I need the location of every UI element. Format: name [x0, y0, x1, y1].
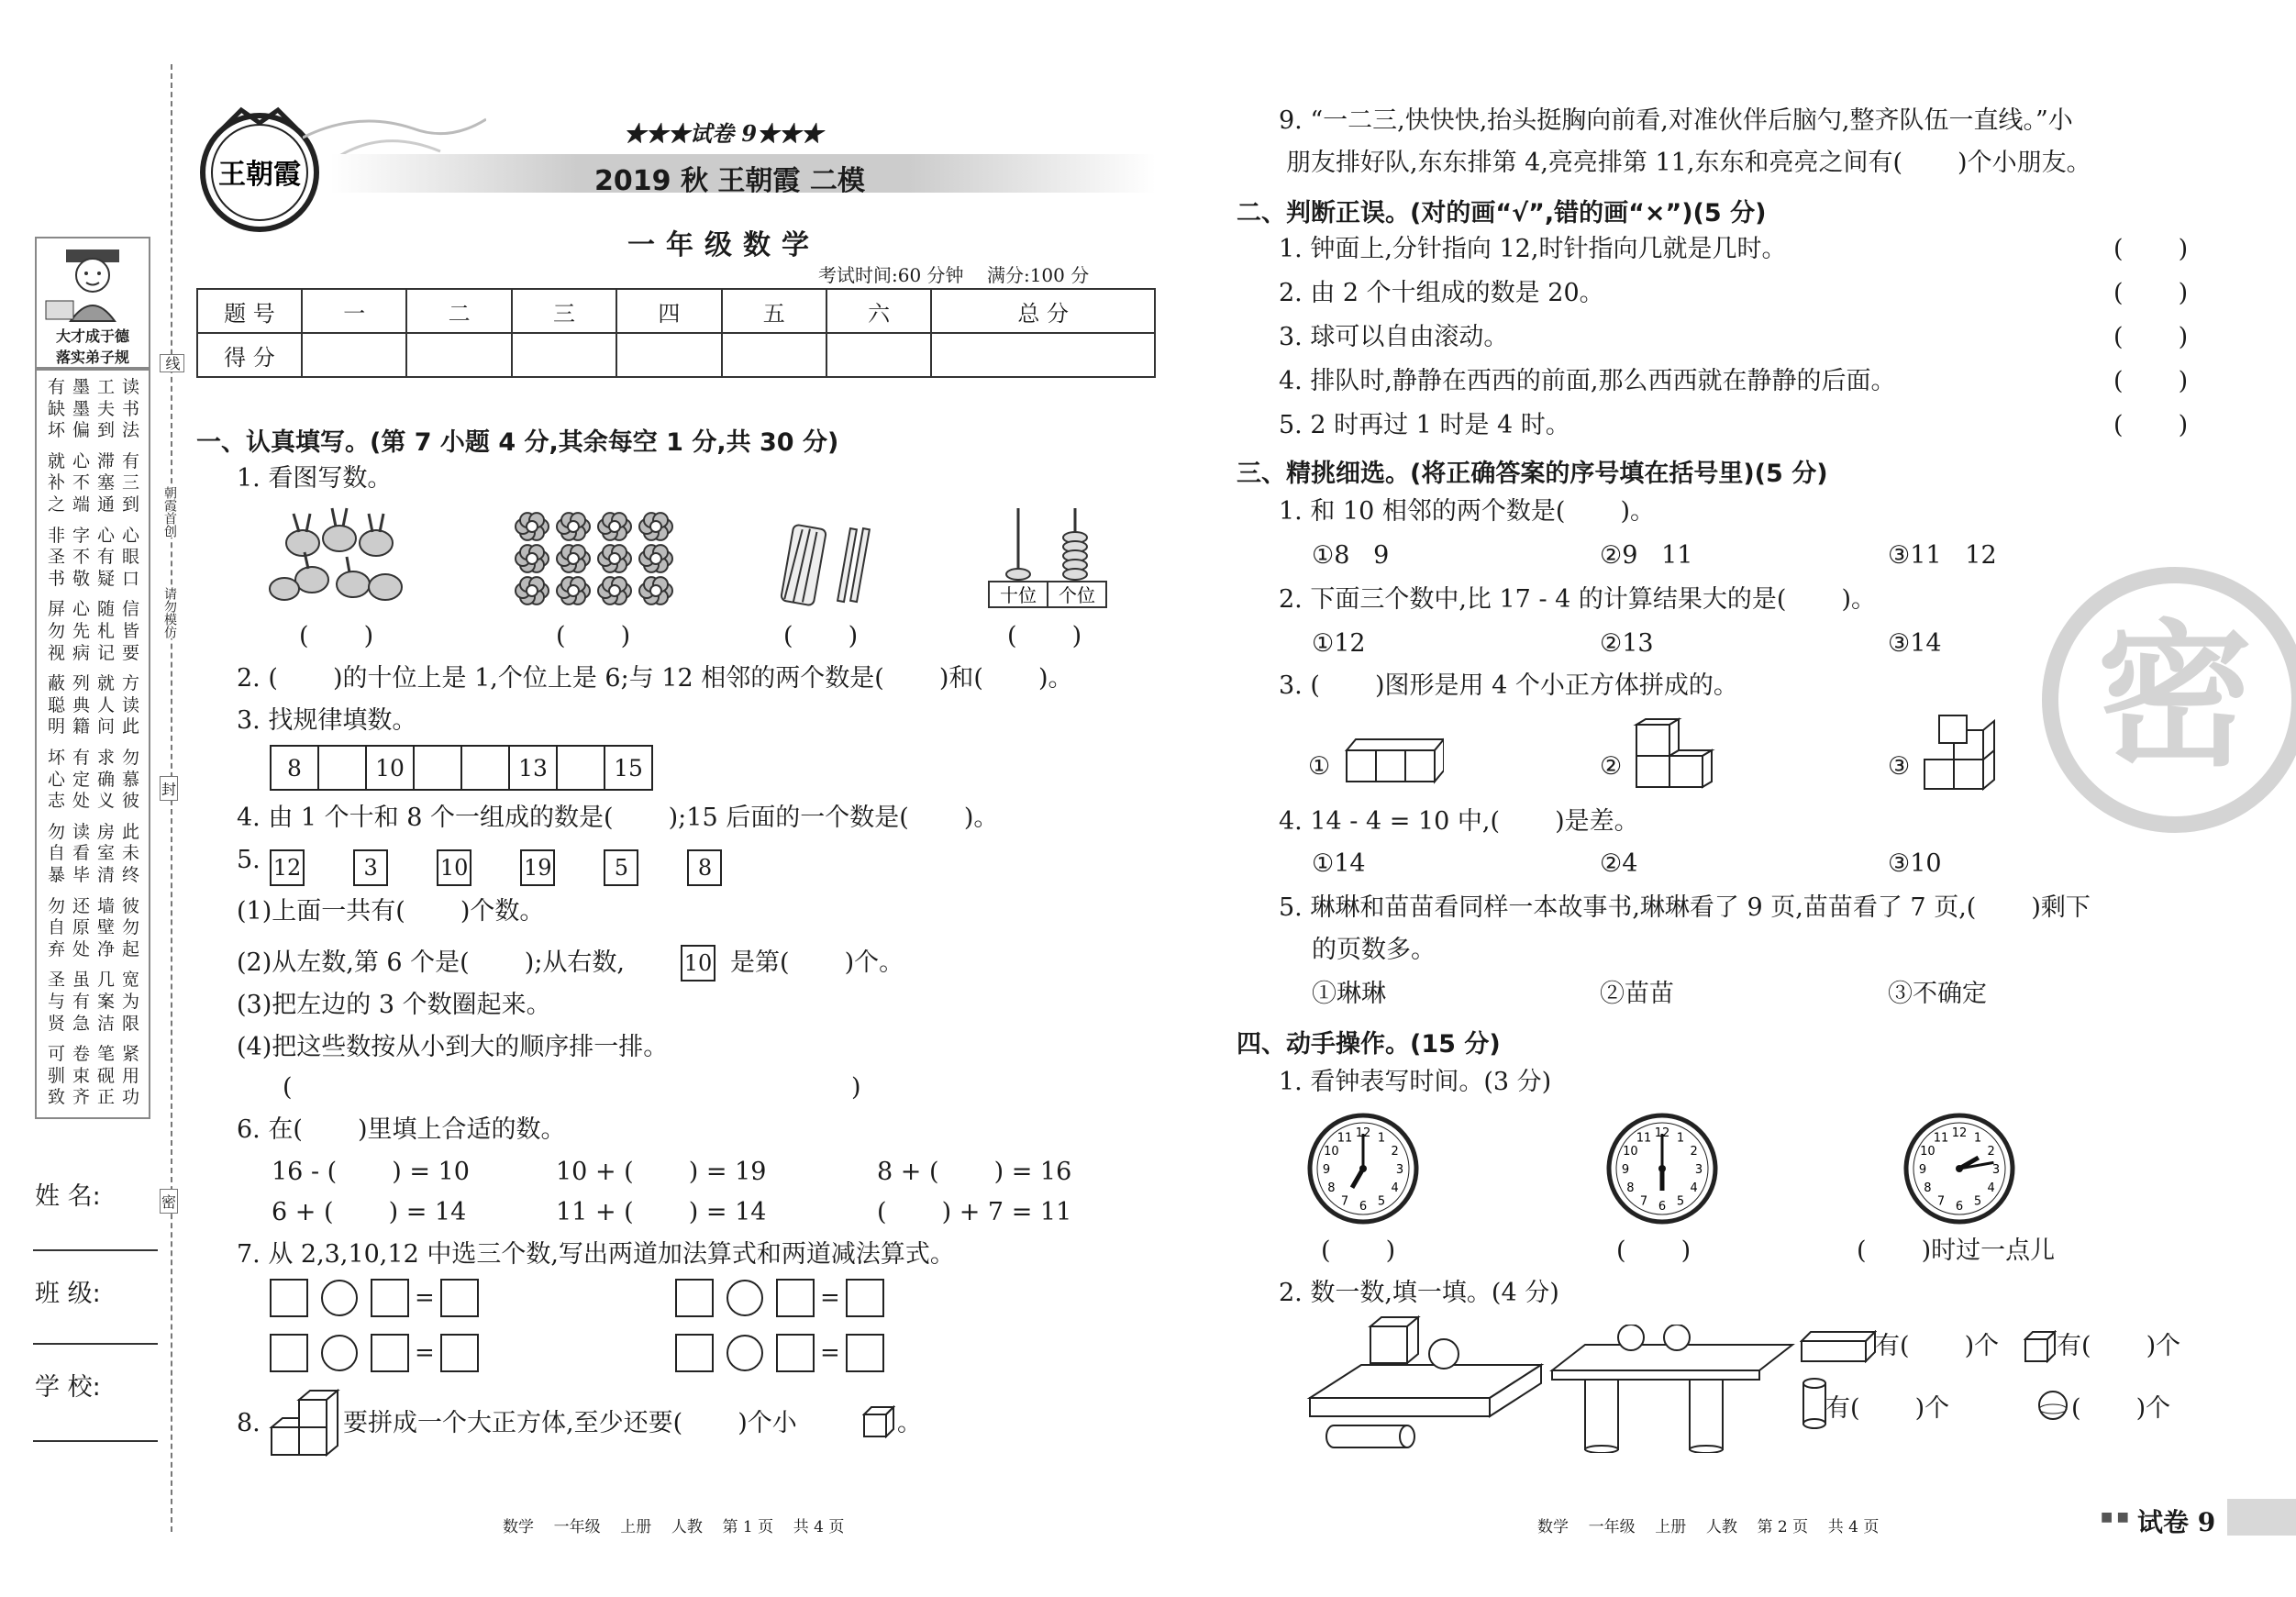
- footer-right: 数学 一年级 上册 人教 第 2 页 共 4 页: [1537, 1518, 1880, 1536]
- equals-sign: =: [415, 1339, 435, 1367]
- clock-numeral: 2: [1391, 1145, 1399, 1159]
- score-header-cell: 四: [616, 289, 721, 333]
- operator-circle[interactable]: [727, 1335, 763, 1371]
- clock-numeral: 3: [1395, 1163, 1404, 1177]
- q8-cube-stack-icon: [268, 1387, 341, 1460]
- sidebar-verse-row: 与有案为: [48, 992, 148, 1012]
- clock-numeral: 10: [1920, 1145, 1936, 1159]
- q6-eq[interactable]: 8 + ( ) = 16: [877, 1158, 1072, 1186]
- operator-circle[interactable]: [727, 1280, 763, 1316]
- s3-q2-option[interactable]: ③14: [1888, 629, 1942, 658]
- s3-q3-option[interactable]: ②: [1600, 752, 1623, 781]
- count-cylinder[interactable]: 有( )个: [1825, 1394, 1950, 1423]
- sidebar: [0, 0, 183, 1597]
- operator-circle[interactable]: [321, 1335, 358, 1371]
- clock-face-icon: [1902, 1112, 2016, 1225]
- flower-center: [609, 521, 620, 532]
- seq-cell-blank[interactable]: [318, 746, 366, 790]
- operand-box[interactable]: [776, 1334, 815, 1372]
- clock-numeral: 12: [1355, 1126, 1371, 1140]
- sidebar-verse-row: 自原壁勿: [48, 917, 148, 938]
- operand-box[interactable]: [371, 1279, 409, 1317]
- clock-numeral: 11: [1933, 1131, 1949, 1146]
- q6-eq[interactable]: 16 - ( ) = 10: [272, 1158, 470, 1186]
- operand-box[interactable]: [675, 1279, 714, 1317]
- q5-sub-3: (3)把左边的 3 个数圈起来。: [237, 991, 551, 1019]
- solids-picture-2: [1548, 1325, 1796, 1453]
- result-box[interactable]: [846, 1279, 884, 1317]
- clock-numeral: 1: [1377, 1131, 1386, 1146]
- footer-badge-dots: ■ ■: [2101, 1510, 2129, 1525]
- secret-watermark: [2042, 567, 2296, 833]
- seq-cell: 8: [271, 746, 318, 790]
- q1-blank-2[interactable]: ( ): [556, 622, 631, 650]
- score-header-cell: 二: [406, 289, 511, 333]
- flower-center: [527, 585, 538, 596]
- operand-box[interactable]: [371, 1334, 409, 1372]
- flower-center: [568, 553, 579, 564]
- s3-q5-line-2: 的页数多。: [1312, 936, 1436, 964]
- sidebar-verse-row: 贤急洁限: [48, 1013, 148, 1034]
- seq-cell: 13: [509, 746, 557, 790]
- sidebar-verse-row: 明籍问此: [48, 716, 148, 738]
- scholar-illustration: [39, 240, 147, 325]
- s3-q2-option[interactable]: ②13: [1600, 629, 1654, 658]
- clock-numeral: 6: [1359, 1200, 1368, 1214]
- binding-char-2: 朝霞首创: [162, 486, 177, 538]
- clock-numeral: 4: [1987, 1181, 1995, 1195]
- q5-sub-2b: 是第( )个。: [730, 948, 904, 977]
- clock-numeral: 11: [1337, 1131, 1353, 1146]
- q1-text: 1. 看图写数。: [237, 464, 393, 493]
- score-input-cell[interactable]: [616, 333, 721, 377]
- school-line[interactable]: [33, 1440, 158, 1442]
- clock-answer-1[interactable]: ( ): [1321, 1237, 1396, 1265]
- s4-q1-text: 1. 看钟表写时间。(3 分): [1279, 1068, 1552, 1096]
- q7-equation-4[interactable]: [675, 1334, 884, 1372]
- sidebar-verse-row: 聪典人读: [48, 694, 148, 715]
- cube-shape-b-icon: [1633, 717, 1715, 791]
- operand-box[interactable]: [776, 1279, 815, 1317]
- exam-stars-label: ★★★试卷 9★★★: [624, 120, 824, 147]
- q4-text: 4. 由 1 个十和 8 个一组成的数是( );15 后面的一个数是( )。: [237, 804, 999, 832]
- s3-q5-line-1: 5. 琳琳和苗苗看同样一本故事书,琳琳看了 9 页,苗苗看了 7 页,( )剩下: [1279, 893, 2091, 922]
- q7-equation-1[interactable]: [270, 1279, 479, 1317]
- sidebar-verse-row: 圣虽几宽: [48, 970, 148, 991]
- q5-number-box: 8: [687, 849, 722, 886]
- clock-numeral: 8: [1626, 1181, 1635, 1195]
- clock-numeral: 5: [1377, 1194, 1386, 1209]
- sphere-icon: [2036, 1389, 2069, 1422]
- q5-number-box: 12: [270, 849, 305, 886]
- clock-numeral: 5: [1676, 1194, 1685, 1209]
- equals-sign: =: [820, 1284, 840, 1312]
- operator-circle[interactable]: [321, 1280, 358, 1316]
- sidebar-verse-row: 圣不有眼: [48, 547, 148, 568]
- flower-center: [609, 553, 620, 564]
- judgement-answer[interactable]: ( ): [2113, 323, 2189, 351]
- score-header-cell: 题 号: [197, 289, 302, 333]
- result-box[interactable]: [846, 1334, 884, 1372]
- score-input-cell[interactable]: [302, 333, 406, 377]
- sidebar-verse-row: 致齐正功: [48, 1087, 148, 1108]
- s3-q4-option[interactable]: ①14: [1312, 849, 1366, 878]
- score-input-cell[interactable]: [931, 333, 1155, 377]
- flower-center: [568, 585, 579, 596]
- section-2-heading: 二、判断正误。(对的画“√”,错的画“×”)(5 分): [1237, 199, 1767, 227]
- q6-text: 6. 在( )里填上合适的数。: [237, 1115, 566, 1144]
- clock-numeral: 2: [1987, 1145, 1995, 1159]
- clock-center: [1658, 1165, 1666, 1172]
- s3-q5-option[interactable]: ③不确定: [1888, 980, 1987, 1008]
- exam-title: 2019 秋 王朝霞 二模: [594, 165, 865, 197]
- clock-numeral: 10: [1623, 1145, 1638, 1159]
- q3-text: 3. 找规律填数。: [237, 706, 417, 735]
- result-box[interactable]: [440, 1279, 479, 1317]
- sidebar-verse-row: 弃处净起: [48, 938, 148, 959]
- clock-numeral: 9: [1322, 1163, 1331, 1177]
- clock-numeral: 3: [1694, 1163, 1703, 1177]
- count-cube[interactable]: 有( )个: [2057, 1332, 2181, 1360]
- s3-q4-text: 4. 14 - 4 = 10 中,( )是差。: [1279, 807, 1639, 836]
- q1-blank-3[interactable]: ( ): [783, 622, 859, 650]
- seq-cell-blank[interactable]: [557, 746, 605, 790]
- q3-sequence: [270, 745, 653, 791]
- q1-blank-1[interactable]: ( ): [299, 622, 374, 650]
- judgement-item: 2. 由 2 个十组成的数是 20。: [1279, 279, 1604, 307]
- s4-q2-text: 2. 数一数,填一填。(4 分): [1279, 1279, 1559, 1307]
- score-input-cell[interactable]: [722, 333, 826, 377]
- sidebar-verse-row: 可卷笔紧: [48, 1044, 148, 1065]
- section-4-heading: 四、动手操作。(15 分): [1237, 1030, 1501, 1059]
- score-header-cell: 五: [722, 289, 826, 333]
- q5-number-box: 10: [437, 849, 471, 886]
- judgement-answer[interactable]: ( ): [2113, 279, 2189, 307]
- q5-sub-4-close[interactable]: ): [851, 1073, 861, 1102]
- q5-number-box: 19: [520, 849, 555, 886]
- sidebar-verse-row: 书敬疑口: [48, 568, 148, 589]
- rabbits-picture: [266, 506, 413, 615]
- sidebar-motto-2: 落实弟子规: [55, 349, 129, 366]
- score-header-cell: 六: [826, 289, 931, 333]
- binding-char-3: 请勿模仿: [162, 587, 177, 638]
- cube-shape-c-icon: [1921, 712, 2005, 794]
- s3-q1-option[interactable]: ①8 9: [1312, 541, 1390, 570]
- exam-info: 考试时间:60 分钟 满分:100 分: [818, 264, 1090, 286]
- footer-badge: 试卷 9: [2137, 1507, 2216, 1537]
- clock-numeral: 4: [1690, 1181, 1698, 1195]
- sidebar-motto-1: 大才成于德: [55, 327, 129, 345]
- clock-numeral: 12: [1654, 1126, 1670, 1140]
- sidebar-verse-row: 之端通到: [48, 494, 148, 515]
- section-1-heading: 一、认真填写。(第 7 小题 4 分,其余每空 1 分,共 30 分): [196, 428, 839, 457]
- clock-face-icon: [1306, 1112, 1420, 1225]
- score-input-cell[interactable]: [512, 333, 616, 377]
- footer-badge-bar: [2227, 1499, 2296, 1536]
- clock-numeral: 10: [1324, 1145, 1339, 1159]
- clock-center: [1956, 1165, 1963, 1172]
- clock-numeral: 6: [1955, 1200, 1964, 1214]
- sidebar-verse-row: 心定确慕: [48, 769, 148, 790]
- q1-blank-4[interactable]: ( ): [1007, 622, 1082, 650]
- sidebar-verse-row: 补不塞三: [48, 472, 148, 494]
- judgement-answer[interactable]: ( ): [2113, 367, 2189, 395]
- clock-answer-2[interactable]: ( ): [1616, 1237, 1691, 1265]
- s3-q1-text: 1. 和 10 相邻的两个数是( )。: [1279, 497, 1656, 526]
- judgement-item: 3. 球可以自由滚动。: [1279, 323, 1509, 351]
- q5-sub-2-box: 10: [681, 945, 715, 981]
- sidebar-verse-row: 就心滞有: [48, 450, 148, 471]
- q5-number-box: 5: [604, 849, 638, 886]
- s3-q2-text: 2. 下面三个数中,比 17 - 4 的计算结果大的是( )。: [1279, 585, 1877, 614]
- cuboid-icon: [1800, 1330, 1877, 1363]
- clock-numeral: 1: [1676, 1131, 1685, 1146]
- sidebar-motto-box: [35, 237, 150, 369]
- score-header-cell: 一: [302, 289, 406, 333]
- seq-cell-blank[interactable]: [414, 746, 461, 790]
- cube-shape-a-icon: [1343, 734, 1444, 787]
- q9-line-1: 9. “一二三,快快快,抬头挺胸向前看,对准伙伴后脑勺,整齐队伍一直线。”小: [1279, 106, 2073, 135]
- flower-center: [650, 585, 661, 596]
- clock-face-icon: [1605, 1112, 1719, 1225]
- clock-numeral: 7: [1936, 1194, 1946, 1209]
- q6-eq[interactable]: 10 + ( ) = 19: [556, 1158, 767, 1186]
- sidebar-verse-box: [35, 369, 150, 1119]
- cylinder-icon: [1802, 1376, 1827, 1429]
- q8-text: 要拼成一个大正方体,至少还要( )个小: [343, 1409, 797, 1437]
- abacus-ones-label: 个位: [1059, 584, 1095, 606]
- judgement-item: 4. 排队时,静静在西西的前面,那么西西就在静静的后面。: [1279, 367, 1896, 395]
- clock-numeral: 12: [1951, 1126, 1968, 1140]
- sidebar-verse-row: 缺墨夫书: [48, 398, 148, 419]
- q5-sub-1: (1)上面一共有( )个数。: [237, 897, 545, 926]
- q5-number-box: 3: [353, 849, 388, 886]
- sidebar-verse-row: 蔽列就方: [48, 673, 148, 694]
- score-header-cell: 总 分: [931, 289, 1155, 333]
- q7-equation-2[interactable]: [675, 1279, 884, 1317]
- s3-q1-option[interactable]: ②9 11: [1600, 541, 1693, 570]
- flower-center: [568, 521, 579, 532]
- flowers-picture: [510, 510, 679, 607]
- s3-q4-option[interactable]: ③10: [1888, 849, 1942, 878]
- s3-q5-option[interactable]: ①琳琳: [1312, 980, 1386, 1008]
- score-input-cell[interactable]: [406, 333, 511, 377]
- count-sphere[interactable]: ( )个: [2071, 1394, 2171, 1423]
- clock-numeral: 8: [1924, 1181, 1932, 1195]
- sidebar-verse-row: 志处义彼: [48, 791, 148, 812]
- judgement-item: 5. 2 时再过 1 时是 4 时。: [1279, 411, 1570, 439]
- sidebar-verse-row: 非字心心: [48, 525, 148, 546]
- solids-picture-1: [1306, 1314, 1545, 1451]
- sidebar-verse-row: 勿先札皆: [48, 621, 148, 641]
- flower-center: [527, 553, 538, 564]
- q5-sub-4: (4)把这些数按从小到大的顺序排一排。: [237, 1033, 669, 1061]
- sidebar-verse-row: 屏心随信: [48, 599, 148, 620]
- q7-equation-3[interactable]: [270, 1334, 479, 1372]
- binding-char-5: 密: [160, 1189, 178, 1214]
- q6-eq[interactable]: ( ) + 7 = 11: [877, 1198, 1072, 1226]
- clock-numeral: 9: [1621, 1163, 1630, 1177]
- clock-numeral: 1: [1973, 1131, 1982, 1146]
- count-cuboid[interactable]: 有( )个: [1875, 1332, 2000, 1360]
- q5-sub-4-open[interactable]: (: [283, 1073, 293, 1102]
- flower-center: [609, 585, 620, 596]
- q5-sub-2a: (2)从左数,第 6 个是( );从右数,: [237, 948, 625, 977]
- clock-center: [1359, 1165, 1367, 1172]
- clock-numeral: 5: [1973, 1194, 1982, 1209]
- abacus-picture: [985, 506, 1110, 609]
- watermark-char: 密: [2096, 606, 2254, 788]
- abacus-tens-label: 十位: [1000, 584, 1037, 606]
- sticks-picture: [780, 523, 890, 607]
- seq-cell: 10: [366, 746, 414, 790]
- equals-sign: =: [415, 1284, 435, 1312]
- judgement-answer[interactable]: ( ): [2113, 235, 2189, 263]
- cube-icon: [2024, 1330, 2057, 1363]
- sidebar-verse-row: 驯束砚用: [48, 1065, 148, 1086]
- logo-text: 王朝霞: [218, 159, 301, 191]
- s3-q5-option[interactable]: ②苗苗: [1600, 980, 1674, 1008]
- binding-char-4: 封: [160, 776, 178, 801]
- sidebar-verse-row: 坏有求勿: [48, 748, 148, 768]
- result-box[interactable]: [440, 1334, 479, 1372]
- q9-line-2: 朋友排好队,东东排第 4,亮亮排第 11,东东和亮亮之间有( )个小朋友。: [1286, 149, 2091, 177]
- q5-numbers: [270, 849, 729, 886]
- name-line[interactable]: [33, 1249, 158, 1251]
- clock-numeral: 3: [1991, 1163, 2001, 1177]
- s3-q3-text: 3. ( )图形是用 4 个小正方体拼成的。: [1279, 671, 1738, 700]
- class-line[interactable]: [33, 1343, 158, 1345]
- sidebar-verse-row: 勿还墙彼: [48, 895, 148, 916]
- name-label: 姓 名:: [35, 1182, 101, 1211]
- score-label-cell: 得 分: [197, 333, 302, 377]
- score-input-cell[interactable]: [826, 333, 931, 377]
- q2-text: 2. ( )的十位上是 1,个位上是 6;与 12 相邻的两个数是( )和( )。: [237, 664, 1073, 693]
- q6-eq[interactable]: 11 + ( ) = 14: [556, 1198, 767, 1226]
- operand-box[interactable]: [675, 1334, 714, 1372]
- sidebar-verse-row: 自看室未: [48, 843, 148, 864]
- judgement-answer[interactable]: ( ): [2113, 411, 2189, 439]
- judgement-item: 1. 钟面上,分针指向 12,时针指向几就是几时。: [1279, 235, 1787, 263]
- binding-char-1: 线: [160, 354, 184, 372]
- seq-cell: 15: [605, 746, 652, 790]
- flower-center: [650, 521, 661, 532]
- operand-box[interactable]: [270, 1334, 308, 1372]
- s3-q4-option[interactable]: ②4: [1600, 849, 1638, 878]
- s3-q2-option[interactable]: ①12: [1312, 629, 1366, 658]
- s3-q3-option[interactable]: ③: [1888, 752, 1911, 781]
- flower-center: [650, 553, 661, 564]
- score-header-cell: 三: [512, 289, 616, 333]
- equals-sign: =: [820, 1339, 840, 1367]
- q8-end: 。: [897, 1409, 922, 1437]
- clock-numeral: 6: [1658, 1200, 1667, 1214]
- small-cube-icon: [862, 1405, 895, 1438]
- clock-numeral: 4: [1391, 1181, 1399, 1195]
- subject-title: 一年级数学: [627, 229, 820, 261]
- clock-numeral: 8: [1327, 1181, 1336, 1195]
- sidebar-verse-row: 坏偏到法: [48, 420, 148, 441]
- clock-numeral: 7: [1340, 1194, 1349, 1209]
- operand-box[interactable]: [270, 1279, 308, 1317]
- clock-numeral: 2: [1690, 1145, 1698, 1159]
- flower-center: [527, 521, 538, 532]
- seq-cell-blank[interactable]: [461, 746, 509, 790]
- q5-label: 5.: [237, 846, 261, 874]
- sidebar-verse-row: 暴毕清终: [48, 865, 148, 885]
- clock-numeral: 7: [1639, 1194, 1648, 1209]
- footer-left: 数学 一年级 上册 人教 第 1 页 共 4 页: [503, 1518, 845, 1536]
- section-3-heading: 三、精挑细选。(将正确答案的序号填在括号里)(5 分): [1237, 460, 1828, 488]
- s3-q3-option[interactable]: ①: [1308, 752, 1331, 781]
- clock-numeral: 11: [1636, 1131, 1652, 1146]
- q8-number: 8.: [237, 1409, 261, 1437]
- clock-numeral: 9: [1918, 1163, 1927, 1177]
- school-label: 学 校:: [35, 1373, 101, 1402]
- clock-answer-3[interactable]: ( )时过一点儿: [1857, 1237, 2056, 1265]
- sidebar-verse-row: 勿读房此: [48, 821, 148, 842]
- q7-text: 7. 从 2,3,10,12 中选三个数,写出两道加法算式和两道减法算式。: [237, 1240, 955, 1269]
- class-label: 班 级:: [35, 1280, 101, 1308]
- q6-eq[interactable]: 6 + ( ) = 14: [272, 1198, 467, 1226]
- sidebar-verse-row: 视病记要: [48, 642, 148, 663]
- sidebar-verse-row: 有墨工读: [48, 377, 148, 397]
- score-table: [196, 288, 1156, 378]
- s3-q1-option[interactable]: ③11 12: [1888, 541, 1997, 570]
